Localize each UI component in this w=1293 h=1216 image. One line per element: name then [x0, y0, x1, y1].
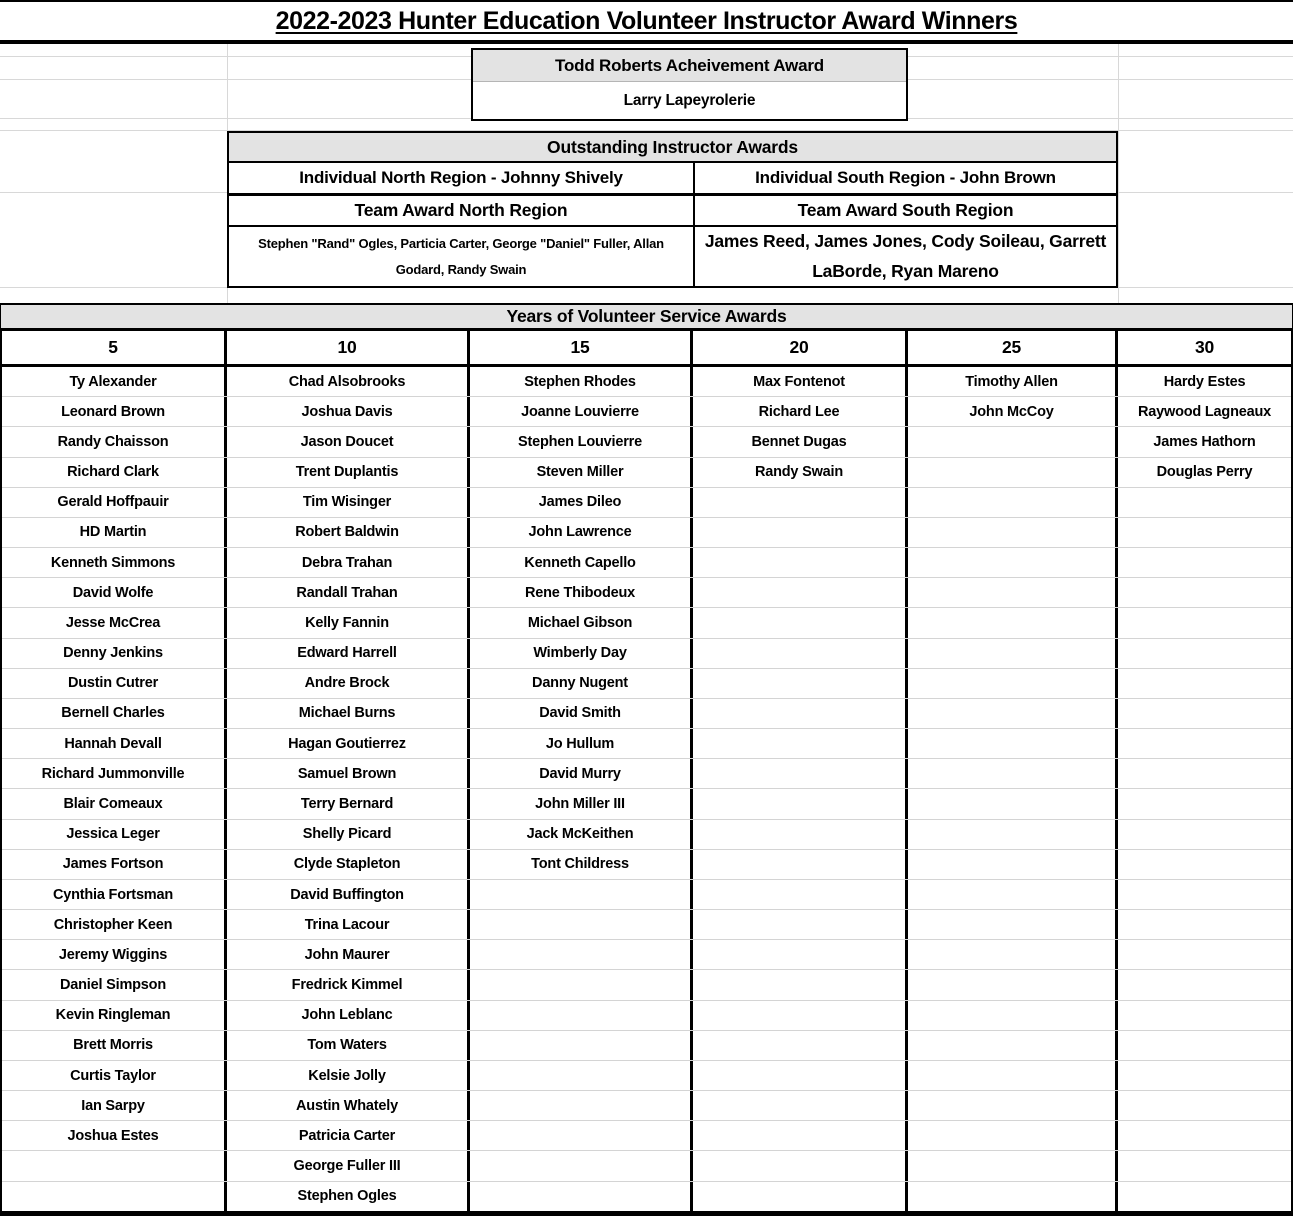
team-north-title-cell[interactable]: Team Award North Region [229, 196, 695, 225]
table-row [2, 850, 1291, 880]
service-award-cell[interactable]: Timothy Allen [908, 367, 1118, 396]
service-award-cell[interactable]: Denny Jenkins [2, 639, 227, 668]
service-award-cell[interactable] [470, 910, 693, 939]
service-award-cell[interactable]: John Maurer [227, 940, 470, 969]
service-award-cell[interactable]: Bennet Dugas [693, 427, 908, 456]
service-award-cell[interactable] [470, 1121, 693, 1150]
service-award-cell[interactable] [908, 639, 1118, 668]
service-award-cell[interactable] [908, 820, 1118, 849]
service-award-cell[interactable]: Richard Lee [693, 397, 908, 426]
service-award-cell[interactable] [1118, 1091, 1291, 1120]
service-award-cell[interactable] [908, 699, 1118, 728]
service-award-cell[interactable]: Jeremy Wiggins [2, 940, 227, 969]
service-award-cell[interactable]: Trent Duplantis [227, 458, 470, 487]
service-award-cell[interactable] [1118, 820, 1291, 849]
service-award-cell[interactable] [2, 1151, 227, 1180]
table-row [2, 488, 1291, 518]
table-row [2, 1091, 1291, 1121]
table-row [2, 608, 1291, 638]
service-award-cell[interactable] [908, 1182, 1118, 1211]
service-award-cell[interactable] [693, 608, 908, 637]
outstanding-awards-title[interactable]: Outstanding Instructor Awards [229, 133, 1116, 163]
table-row [2, 548, 1291, 578]
service-award-cell[interactable]: Gerald Hoffpauir [2, 488, 227, 517]
page-title: 2022-2023 Hunter Education Volunteer Instructor Award Winners [275, 6, 1018, 35]
service-award-cell[interactable]: Chad Alsobrooks [227, 367, 470, 396]
table-row [2, 427, 1291, 457]
service-award-cell[interactable] [908, 940, 1118, 969]
todd-roberts-award-winner[interactable]: Larry Lapeyrolerie [623, 91, 756, 109]
service-award-cell[interactable] [693, 639, 908, 668]
service-award-cell[interactable] [908, 1031, 1118, 1060]
service-award-cell[interactable] [693, 970, 908, 999]
table-row [2, 1031, 1291, 1061]
years-of-service-band[interactable]: Years of Volunteer Service Awards [0, 303, 1293, 331]
service-award-cell[interactable]: Austin Whately [227, 1091, 470, 1120]
service-award-cell[interactable]: Samuel Brown [227, 759, 470, 788]
service-award-cell[interactable] [1118, 548, 1291, 577]
service-award-cell[interactable]: Cynthia Fortsman [2, 880, 227, 909]
service-award-cell[interactable]: Tont Childress [470, 850, 693, 879]
team-north-members-cell[interactable]: Stephen "Rand" Ogles, Particia Carter, George "Daniel" Fuller, Allan Godard, Randy Swain [229, 227, 695, 286]
service-award-cell[interactable] [908, 759, 1118, 788]
service-award-cell[interactable]: Daniel Simpson [2, 970, 227, 999]
service-award-cell[interactable] [2, 1182, 227, 1211]
outstanding-awards-box [227, 131, 1118, 288]
service-award-cell[interactable]: Joshua Davis [227, 397, 470, 426]
service-award-cell[interactable] [693, 578, 908, 607]
service-award-cell[interactable] [470, 970, 693, 999]
table-row [2, 1061, 1291, 1091]
service-award-cell[interactable] [908, 910, 1118, 939]
service-award-cell[interactable] [908, 669, 1118, 698]
service-award-cell[interactable]: HD Martin [2, 518, 227, 547]
title-row [0, 0, 1293, 44]
service-award-cell[interactable]: John Miller III [470, 789, 693, 818]
table-row [2, 1182, 1291, 1211]
service-award-cell[interactable] [1118, 789, 1291, 818]
service-award-cell[interactable]: James Fortson [2, 850, 227, 879]
team-south-members-cell[interactable]: James Reed, James Jones, Cody Soileau, Garrett LaBorde, Ryan Mareno [704, 230, 1107, 281]
service-award-cell[interactable]: Hannah Devall [2, 729, 227, 758]
service-award-cell[interactable] [908, 488, 1118, 517]
service-award-cell[interactable]: John McCoy [908, 397, 1118, 426]
service-award-cell[interactable] [1118, 488, 1291, 517]
service-award-cell[interactable]: Blair Comeaux [2, 789, 227, 818]
service-award-cell[interactable]: Terry Bernard [227, 789, 470, 818]
service-award-cell[interactable] [908, 578, 1118, 607]
service-award-cell[interactable] [693, 820, 908, 849]
service-award-cell[interactable]: Brett Morris [2, 1031, 227, 1060]
service-award-cell[interactable] [470, 1091, 693, 1120]
table-row [2, 880, 1291, 910]
service-award-cell[interactable]: Jo Hullum [470, 729, 693, 758]
service-award-cell[interactable]: Debra Trahan [227, 548, 470, 577]
service-award-cell[interactable]: Richard Jummonville [2, 759, 227, 788]
service-years-header-row [0, 331, 1293, 367]
service-award-cell[interactable]: David Buffington [227, 880, 470, 909]
service-award-cell[interactable] [1118, 1061, 1291, 1090]
service-award-cell[interactable]: Michael Gibson [470, 608, 693, 637]
service-award-cell[interactable] [470, 880, 693, 909]
service-award-cell[interactable] [693, 850, 908, 879]
service-award-cell[interactable]: Stephen Rhodes [470, 367, 693, 396]
service-award-cell[interactable]: Danny Nugent [470, 669, 693, 698]
service-award-cell[interactable] [693, 1091, 908, 1120]
service-award-cell[interactable] [693, 1151, 908, 1180]
service-award-cell[interactable]: Randy Swain [693, 458, 908, 487]
table-row [2, 669, 1291, 699]
service-award-cell[interactable]: Clyde Stapleton [227, 850, 470, 879]
service-award-cell[interactable] [1118, 1001, 1291, 1030]
service-award-cell[interactable]: Randy Chaisson [2, 427, 227, 456]
top-area [0, 44, 1293, 303]
table-row [2, 789, 1291, 819]
service-award-cell[interactable]: Curtis Taylor [2, 1061, 227, 1090]
service-award-cell[interactable] [470, 1151, 693, 1180]
service-award-cell[interactable] [908, 1091, 1118, 1120]
service-award-cell[interactable] [1118, 940, 1291, 969]
service-award-cell[interactable] [1118, 880, 1291, 909]
service-award-cell[interactable] [1118, 1151, 1291, 1180]
service-award-cell[interactable]: Dustin Cutrer [2, 669, 227, 698]
service-award-cell[interactable] [1118, 639, 1291, 668]
service-award-cell[interactable] [908, 1061, 1118, 1090]
service-award-cell[interactable]: Joshua Estes [2, 1121, 227, 1150]
service-award-cell[interactable]: James Hathorn [1153, 433, 1256, 450]
service-award-cell[interactable] [693, 789, 908, 818]
service-award-cell[interactable]: Jessica Leger [2, 820, 227, 849]
service-award-cell[interactable] [908, 458, 1118, 487]
service-award-cell[interactable]: Ian Sarpy [2, 1091, 227, 1120]
service-award-cell[interactable]: Rene Thibodeux [470, 578, 693, 607]
service-award-cell[interactable]: Jesse McCrea [2, 608, 227, 637]
service-award-cell[interactable] [908, 548, 1118, 577]
service-award-cell[interactable] [908, 608, 1118, 637]
service-award-cell[interactable]: David Murry [470, 759, 693, 788]
service-award-cell[interactable]: Hardy Estes [1163, 373, 1246, 390]
service-award-cell[interactable] [693, 699, 908, 728]
service-award-cell[interactable] [693, 669, 908, 698]
service-award-cell[interactable]: Michael Burns [227, 699, 470, 728]
service-award-cell[interactable] [693, 940, 908, 969]
todd-roberts-award-box [471, 48, 908, 121]
service-award-cell[interactable] [470, 1182, 693, 1211]
service-award-cell[interactable] [908, 850, 1118, 879]
service-award-cell[interactable] [1118, 729, 1291, 758]
service-award-cell[interactable]: Kenneth Capello [470, 548, 693, 577]
table-row [2, 639, 1291, 669]
service-award-cell[interactable]: Tim Wisinger [227, 488, 470, 517]
service-award-cell[interactable] [908, 880, 1118, 909]
table-row [2, 820, 1291, 850]
service-award-cell[interactable] [693, 1001, 908, 1030]
service-award-cell[interactable] [908, 427, 1118, 456]
todd-roberts-award-title[interactable]: Todd Roberts Acheivement Award [473, 50, 906, 82]
service-award-cell[interactable] [470, 1001, 693, 1030]
team-south-title-cell[interactable]: Team Award South Region [797, 200, 1014, 220]
service-award-cell[interactable]: Tom Waters [227, 1031, 470, 1060]
service-award-cell[interactable]: Robert Baldwin [227, 518, 470, 547]
service-award-cell[interactable] [693, 1182, 908, 1211]
service-years-header-15[interactable]: 15 [470, 331, 693, 364]
service-award-cell[interactable]: Steven Miller [470, 458, 693, 487]
service-years-header-20[interactable]: 20 [693, 331, 908, 364]
service-award-cell[interactable] [1118, 850, 1291, 879]
service-award-cell[interactable]: Leonard Brown [2, 397, 227, 426]
service-award-cell[interactable]: John Lawrence [470, 518, 693, 547]
service-award-cell[interactable]: Max Fontenot [693, 367, 908, 396]
service-award-cell[interactable] [693, 548, 908, 577]
service-award-cell[interactable]: James Dileo [470, 488, 693, 517]
service-award-cell[interactable]: Joanne Louvierre [470, 397, 693, 426]
service-award-cell[interactable] [693, 910, 908, 939]
service-award-cell[interactable]: Shelly Picard [227, 820, 470, 849]
service-award-cell[interactable] [908, 1121, 1118, 1150]
table-row [2, 1001, 1291, 1031]
service-award-cell[interactable] [693, 880, 908, 909]
table-row [2, 367, 1291, 397]
table-row [2, 458, 1291, 488]
team-award-members-row [229, 227, 1116, 286]
service-award-cell[interactable] [1118, 1121, 1291, 1150]
service-award-cell[interactable] [1118, 669, 1291, 698]
individual-north-cell[interactable]: Individual North Region - Johnny Shively [229, 163, 695, 193]
individual-awards-row [229, 163, 1116, 196]
service-award-cell[interactable]: Trina Lacour [227, 910, 470, 939]
table-row [2, 578, 1291, 608]
table-row [2, 518, 1291, 548]
service-award-cell[interactable] [908, 970, 1118, 999]
service-award-cell[interactable] [1118, 1182, 1291, 1211]
service-award-cell[interactable] [1118, 910, 1291, 939]
service-award-cell[interactable] [1118, 970, 1291, 999]
service-award-cell[interactable] [1118, 578, 1291, 607]
service-award-cell[interactable] [693, 1121, 908, 1150]
service-award-cell[interactable]: Patricia Carter [227, 1121, 470, 1150]
service-awards-grid [0, 367, 1293, 1216]
service-award-cell[interactable]: David Wolfe [2, 578, 227, 607]
service-award-cell[interactable]: Kenneth Simmons [2, 548, 227, 577]
service-award-cell[interactable]: David Smith [470, 699, 693, 728]
service-award-cell[interactable]: Kelly Fannin [227, 608, 470, 637]
service-award-cell[interactable] [1118, 759, 1291, 788]
service-award-cell[interactable] [1118, 608, 1291, 637]
service-award-cell[interactable]: Kelsie Jolly [227, 1061, 470, 1090]
service-award-cell[interactable] [470, 1061, 693, 1090]
service-award-cell[interactable] [908, 1151, 1118, 1180]
service-award-cell[interactable] [1118, 699, 1291, 728]
service-award-cell[interactable] [693, 1061, 908, 1090]
service-award-cell[interactable] [693, 518, 908, 547]
table-row [2, 729, 1291, 759]
service-award-cell[interactable] [1118, 1031, 1291, 1060]
team-award-header-row [229, 196, 1116, 227]
service-award-cell[interactable] [693, 759, 908, 788]
service-award-cell[interactable]: Jason Doucet [227, 427, 470, 456]
service-award-cell[interactable]: Bernell Charles [2, 699, 227, 728]
service-award-cell[interactable] [1118, 518, 1291, 547]
service-award-cell[interactable]: Christopher Keen [2, 910, 227, 939]
service-award-cell[interactable]: Fredrick Kimmel [227, 970, 470, 999]
table-row [2, 759, 1291, 789]
service-award-cell[interactable] [908, 729, 1118, 758]
service-award-cell[interactable]: Ty Alexander [2, 367, 227, 396]
service-years-header-25[interactable]: 25 [908, 331, 1118, 364]
table-row [2, 699, 1291, 729]
service-award-cell[interactable]: Douglas Perry [1156, 464, 1253, 481]
service-award-cell[interactable]: John Leblanc [227, 1001, 470, 1030]
table-row [2, 940, 1291, 970]
table-row [2, 1151, 1291, 1181]
service-award-cell[interactable] [908, 518, 1118, 547]
table-row [2, 397, 1291, 427]
service-award-cell[interactable] [693, 1031, 908, 1060]
service-years-header-10[interactable]: 10 [227, 331, 470, 364]
service-years-header-30[interactable]: 30 [1194, 337, 1215, 357]
table-row [2, 1121, 1291, 1151]
service-award-cell[interactable]: Richard Clark [2, 458, 227, 487]
service-award-cell[interactable]: Jack McKeithen [470, 820, 693, 849]
service-award-cell[interactable]: Wimberly Day [470, 639, 693, 668]
service-award-cell[interactable]: Kevin Ringleman [2, 1001, 227, 1030]
service-award-cell[interactable]: Randall Trahan [227, 578, 470, 607]
service-award-cell[interactable]: Stephen Ogles [227, 1182, 470, 1211]
service-award-cell[interactable]: Edward Harrell [227, 639, 470, 668]
service-award-cell[interactable] [470, 940, 693, 969]
individual-south-cell[interactable]: Individual South Region - John Brown [755, 168, 1056, 187]
service-award-cell[interactable] [470, 1031, 693, 1060]
service-award-cell[interactable]: Andre Brock [227, 669, 470, 698]
gridline [1118, 44, 1119, 303]
service-award-cell[interactable] [693, 729, 908, 758]
service-award-cell[interactable] [693, 488, 908, 517]
table-row [2, 970, 1291, 1000]
service-years-header-5[interactable]: 5 [2, 331, 227, 364]
service-award-cell[interactable]: George Fuller III [227, 1151, 470, 1180]
service-award-cell[interactable]: Raywood Lagneaux [1138, 403, 1271, 420]
service-award-cell[interactable]: Stephen Louvierre [470, 427, 693, 456]
table-row [2, 910, 1291, 940]
service-award-cell[interactable] [908, 1001, 1118, 1030]
service-award-cell[interactable] [908, 789, 1118, 818]
service-award-cell[interactable]: Hagan Goutierrez [227, 729, 470, 758]
